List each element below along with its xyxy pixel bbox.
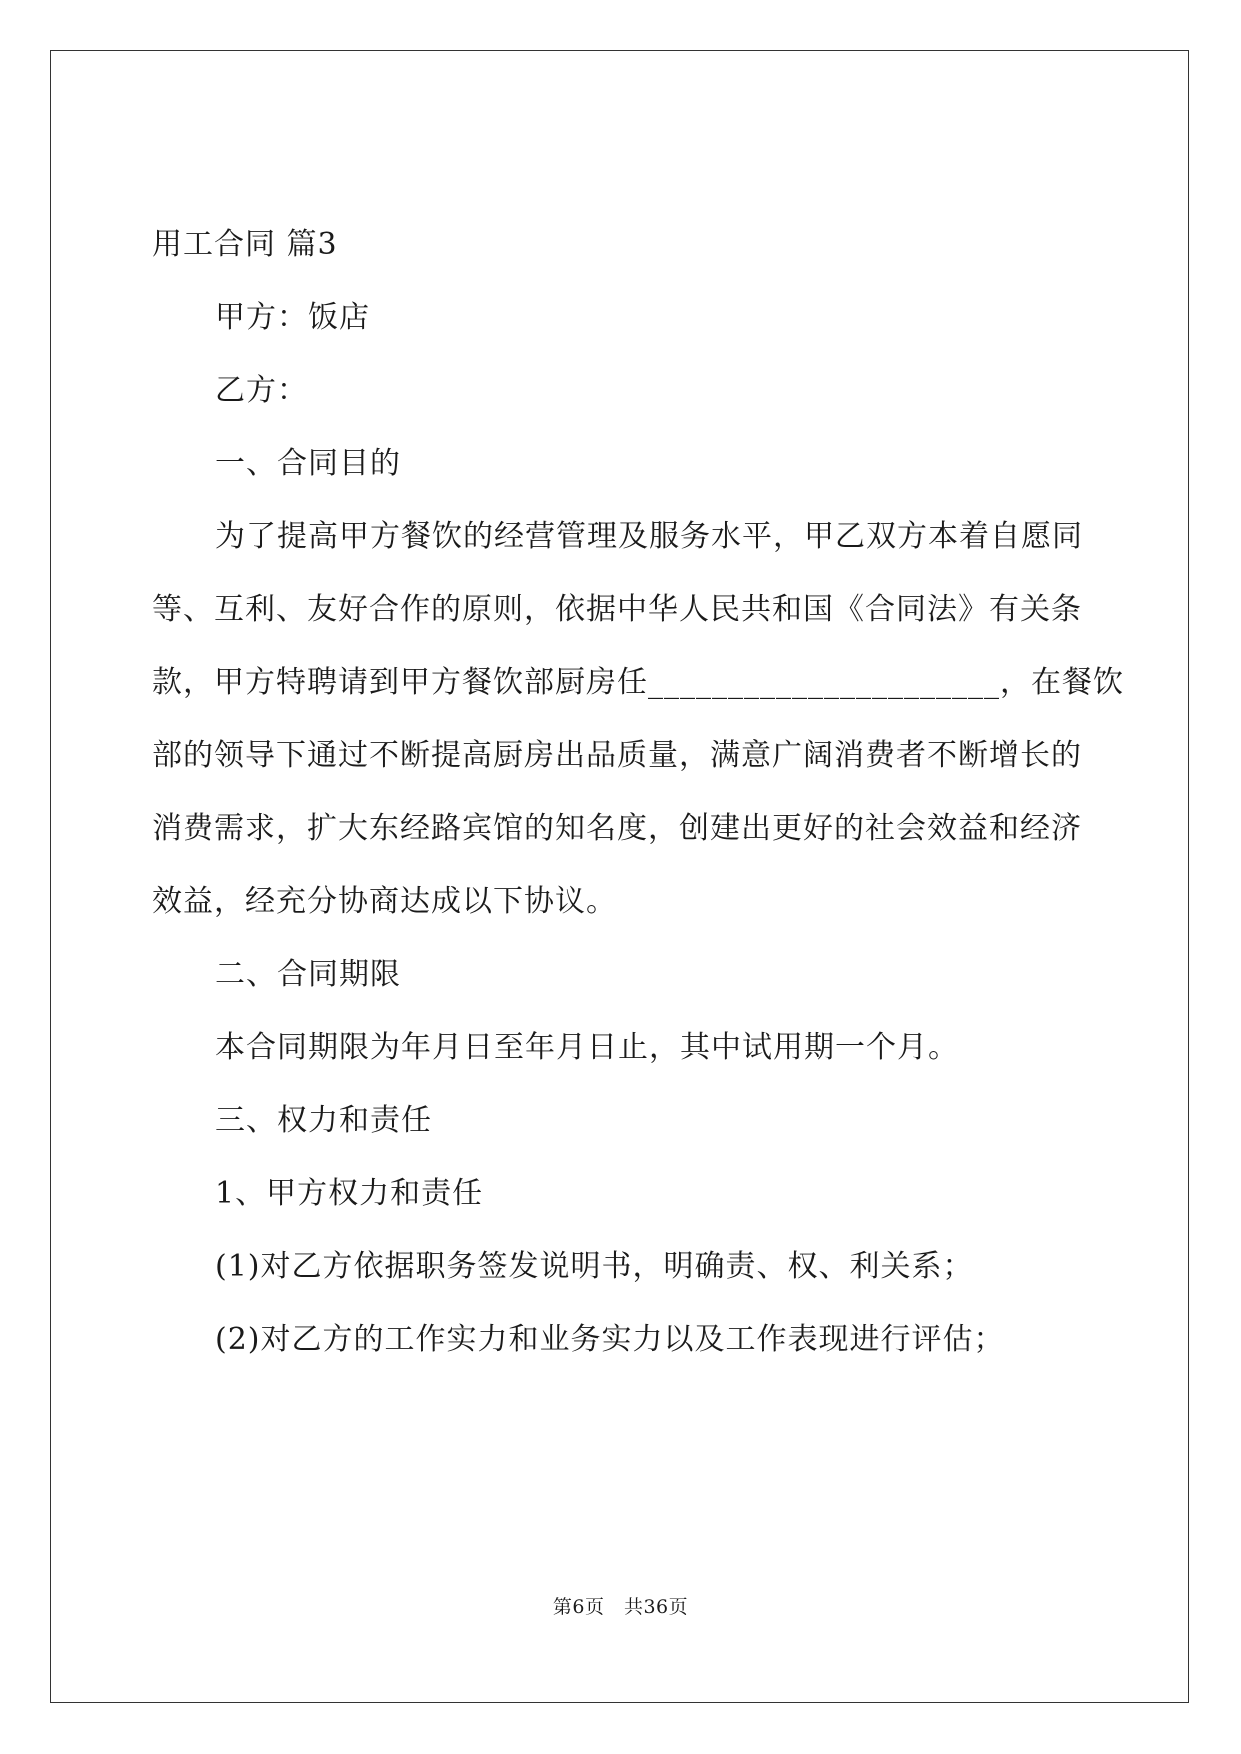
para1-line1: 为了提高甲方餐饮的经营管理及服务水平，甲乙双方本着自愿同 [215,519,1083,554]
page-number-footer: 第6页 共36页 [552,1596,689,1618]
page-border [50,50,1189,1703]
para2: 本合同期限为年月日至年月日止，其中试用期一个月。 [215,1030,959,1065]
item1: (1)对乙方依据职务签发说明书，明确责、权、利关系； [215,1249,974,1284]
party-b: 乙方： [215,373,308,408]
document-heading: 用工合同 篇3 [152,227,338,262]
section3-title: 三、权力和责任 [215,1103,432,1138]
para1-line2: 等、互利、友好合作的原则，依据中华人民共和国《合同法》有关条 [152,592,1082,627]
para1-line6: 效益，经充分协商达成以下协议。 [152,884,617,919]
para1-line5: 消费需求，扩大东经路宾馆的知名度，创建出更好的社会效益和经济 [152,811,1082,846]
section1-title: 一、合同目的 [215,446,401,481]
section2-title: 二、合同期限 [215,957,401,992]
para1-line4: 部的领导下通过不断提高厨房出品质量，满意广阔消费者不断增长的 [152,738,1082,773]
para1-line3: 款，甲方特聘请到甲方餐饮部厨房任______________________，在餐饮 [152,665,1124,700]
sub1-title: 1、甲方权力和责任 [215,1176,484,1211]
item2: (2)对乙方的工作实力和业务实力以及工作表现进行评估； [215,1322,1005,1357]
party-a: 甲方：饭店 [215,300,370,335]
